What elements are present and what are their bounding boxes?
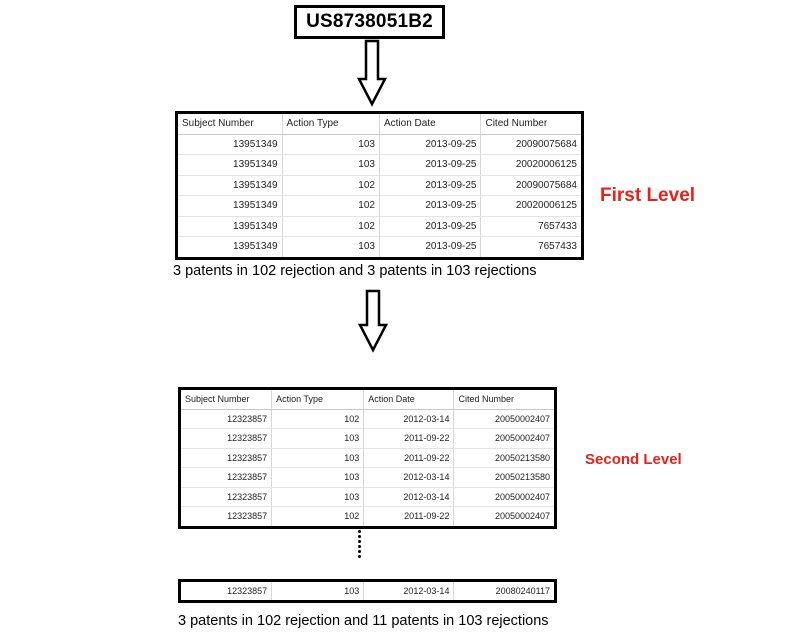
column-header: Subject Number <box>177 113 283 135</box>
subject-number-cell: 13951349 <box>177 134 283 155</box>
action-type-cell: 103 <box>282 134 379 155</box>
cited-number-cell: 20050002407 <box>494 511 550 522</box>
table-row <box>177 175 583 196</box>
down-arrow-2 <box>358 290 388 352</box>
table-row <box>177 196 583 217</box>
second-level-table <box>178 387 557 529</box>
action-type-cell: 102 <box>282 175 379 196</box>
subject-number-cell: 12323857 <box>180 581 272 602</box>
subject-number-cell: 12323857 <box>180 448 272 468</box>
table-row <box>177 134 583 155</box>
action-type-cell: 103 <box>272 487 364 507</box>
action-type-cell: 103 <box>272 581 364 602</box>
table-row <box>180 429 556 449</box>
table-row <box>180 468 556 488</box>
action-date-cell: 2011-09-22 <box>364 507 454 528</box>
action-type-cell: 102 <box>282 196 379 217</box>
action-type-cell: 102 <box>282 216 379 237</box>
second-level-label: Second Level <box>585 451 682 468</box>
subject-number-cell: 12323857 <box>180 507 272 528</box>
action-date-cell: 2011-09-22 <box>364 448 454 468</box>
column-header: Cited Number <box>481 113 583 135</box>
action-type-cell: 103 <box>282 237 379 259</box>
action-date-cell: 2012-03-14 <box>364 409 454 429</box>
action-date-cell: 2013-09-25 <box>379 196 481 217</box>
second-level-last-row-table <box>178 579 557 603</box>
vertical-ellipsis <box>355 530 365 560</box>
table-row <box>177 237 583 259</box>
subject-number-cell: 12323857 <box>180 487 272 507</box>
table-row <box>177 155 583 176</box>
subject-number-cell: 13951349 <box>177 216 283 237</box>
table-row <box>180 409 556 429</box>
cited-number-cell: 20050213580 <box>454 448 556 468</box>
subject-number-cell: 13951349 <box>177 237 283 259</box>
first-level-table <box>175 111 584 260</box>
down-arrow-1 <box>357 40 387 106</box>
patent-id-box <box>294 5 445 39</box>
action-date-cell: 2013-09-25 <box>379 134 481 155</box>
table-row <box>180 448 556 468</box>
second-level-summary: 3 patents in 102 rejection and 11 patents in 103 rejections <box>178 613 549 629</box>
column-header: Cited Number <box>454 389 556 410</box>
action-date-cell: 2012-03-14 <box>364 581 454 602</box>
action-date-cell: 2013-09-25 <box>379 237 481 259</box>
cited-number-cell: 20050002407 <box>454 409 556 429</box>
cited-number-cell: 20090075684 <box>481 175 583 196</box>
patent-id: US8738051B2 <box>306 11 433 32</box>
column-header: Subject Number <box>180 389 272 410</box>
cited-number-cell: 20050002407 <box>454 429 556 449</box>
table-header-row <box>180 389 556 410</box>
action-date-cell: 2013-09-25 <box>379 175 481 196</box>
subject-number-cell: 13951349 <box>177 175 283 196</box>
cited-number-cell: 20020006125 <box>481 155 583 176</box>
subject-number-cell: 12323857 <box>180 468 272 488</box>
cited-number-cell: 20050002407 <box>454 487 556 507</box>
cited-number-cell: 20080240117 <box>495 586 550 596</box>
column-header: Action Date <box>379 113 481 135</box>
table-row <box>177 216 583 237</box>
cited-number-cell: 7657433 <box>481 216 583 237</box>
action-date-cell: 2012-03-14 <box>364 487 454 507</box>
cited-number-cell: 7657433 <box>538 241 577 253</box>
action-type-cell: 102 <box>272 507 364 528</box>
subject-number-cell: 13951349 <box>177 155 283 176</box>
subject-number-cell: 13951349 <box>177 196 283 217</box>
action-type-cell: 103 <box>272 468 364 488</box>
action-date-cell: 2012-03-14 <box>364 468 454 488</box>
column-header: Action Type <box>272 389 364 410</box>
action-date-cell: 2013-09-25 <box>379 155 481 176</box>
cited-number-cell: 20090075684 <box>481 134 583 155</box>
action-type-cell: 103 <box>272 448 364 468</box>
column-header: Action Type <box>282 113 379 135</box>
first-level-summary: 3 patents in 102 rejection and 3 patents in 103 rejections <box>173 263 537 279</box>
cited-number-cell: 20020006125 <box>481 196 583 217</box>
cited-number-cell: 20050213580 <box>454 468 556 488</box>
column-header: Action Date <box>364 389 454 410</box>
action-type-cell: 103 <box>272 429 364 449</box>
first-level-label: First Level <box>600 185 696 206</box>
subject-number-cell: 12323857 <box>180 429 272 449</box>
action-date-cell: 2011-09-22 <box>364 429 454 449</box>
action-type-cell: 102 <box>272 409 364 429</box>
table-row <box>180 487 556 507</box>
subject-number-cell: 12323857 <box>180 409 272 429</box>
action-date-cell: 2013-09-25 <box>379 216 481 237</box>
action-type-cell: 103 <box>282 155 379 176</box>
table-header-row <box>177 113 583 135</box>
table-row <box>180 581 556 602</box>
table-row <box>180 507 556 528</box>
